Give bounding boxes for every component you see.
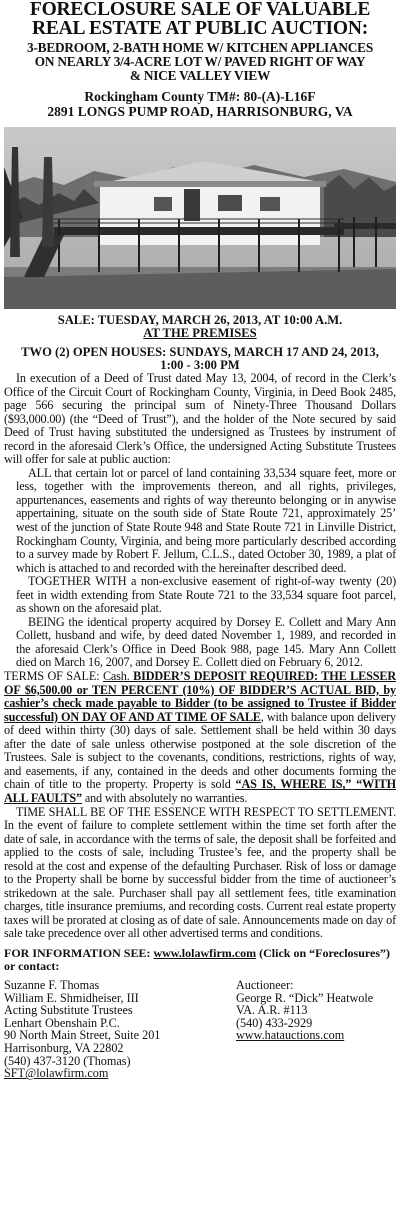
auctioneer-label: Auctioneer:: [236, 977, 294, 992]
sale-date: SALE: TUESDAY, MARCH 26, 2013, AT 10:00 A.M.: [57, 313, 343, 327]
website-link[interactable]: www.lolawfirm.com: [153, 945, 257, 960]
house-photo: [4, 127, 396, 309]
open-house-line-1: TWO (2) OPEN HOUSES: SUNDAYS, MARCH 17 AND 24, 2013,: [21, 345, 379, 359]
trustee-contact: [4, 979, 232, 1080]
auctioneer-license: VA. A.R. #113: [236, 1003, 308, 1018]
sale-location: AT THE PREMISES: [143, 326, 257, 340]
info-label: FOR INFORMATION SEE:: [4, 945, 154, 960]
paragraph-acquisition: BEING the identical property acquired by Dorsey E. Collett and Mary Ann Collett, husband and wife, by deed dated November 1, 1989, and recorded in the aforesaid Clerk’s Office in Deed Book 988, page 145. Mary Ann Collett died on March 16, 2007, and Dorsey E. Collett died on February 6, 2012.: [16, 614, 396, 670]
subheadline-line-3: & NICE VALLEY VIEW: [129, 68, 271, 83]
subheadline-line-2: ON NEARLY 3/4-ACRE LOT W/ PAVED RIGHT OF WAY: [34, 54, 366, 69]
trustee-name-1: Suzanne F. Thomas: [4, 977, 100, 992]
information-line: [4, 947, 396, 973]
paragraph-terms-of-sale: [4, 670, 396, 805]
subheadline-line-1: 3-BEDROOM, 2-BATH HOME W/ KITCHEN APPLIANCES: [26, 40, 374, 55]
terms-deposit: BIDDER’S DEPOSIT REQUIRED: THE LESSER OF $6,500.00 or TEN PERCENT (10%) OF BIDDER’S ACTUAL BID, by cashier’s check made payable to Bidder (to be assigned to Trustee if Bidder successful) ON DAY OF AND AT TIME OF SALE: [4, 669, 396, 724]
property-address: 2891 LONGS PUMP ROAD, HARRISONBURG, VA: [47, 104, 353, 119]
trustee-name-2: William E. Shmidheiser, III: [4, 990, 139, 1005]
paragraph-easement: TOGETHER WITH a non-exclusive easement of right-of-way twenty (20) feet in width extending from State Route 721 to the 33,534 square foot parcel, as shown on the aforesaid plat.: [16, 574, 396, 616]
trustee-phone: (540) 437-3120 (Thomas): [4, 1053, 131, 1068]
trustee-street: 90 North Main Street, Suite 201: [4, 1028, 161, 1043]
tax-map-number: Rockingham County TM#: 80-(A)-L16F: [84, 89, 316, 104]
paragraph-property-description: ALL that certain lot or parcel of land containing 33,534 square feet, more or less, together with the improvements thereon, and all rights, privileges, appurtenances, easements and rights of way thereunto belonging or in anywise appertaining, situate on the south side of State Route 721, approximately 25’ west of the junction of State Route 948 and State Route 721 in Linville District, Rockingham County, Virginia, and being more particularly described according to a survey made by Robert F. Jellum, C.L.S., dated October 30, 1989, a plat of which is attached to and recorded with the hereinafter described deed.: [16, 465, 396, 575]
notice-body: [4, 372, 396, 941]
trustee-role: Acting Substitute Trustees: [4, 1003, 133, 1018]
contacts: [4, 979, 396, 1080]
paragraph-time-of-essence: TIME SHALL BE OF THE ESSENCE WITH RESPECT TO SETTLEMENT. In the event of failure to complete settlement within the time set forth after the date of sale, in accordance with the terms of sale, the deposit shall be forfeited and applied to the costs of sale, including Trustee’s fee, and the property shall be resold at the cost and expense of the defaulting Purchaser. Risk of loss or damage to the Property shall be borne by successful bidder from the time of auctioneer’s strikedown at the sale. Purchaser shall pay all settlement fees, title examination charges, title insurance premiums, and recording costs. Current real estate property taxes will be prorated at closing as of date of sale. Announcements made on day of sale take precedence over all other advertised terms and conditions.: [4, 804, 396, 941]
terms-cash: Cash.: [102, 669, 130, 684]
terms-details: , with balance upon delivery of deed within thirty (30) days of sale. Settlement shall be held within 30 days after the date of sale unless otherwise postponed at the sole discretion of the Trustees. Sale is subject to the covenants, conditions, restrictions, rights of way, and easements, if any, contained in the deeds and other documents forming the chain of title to the property. Property is sold: [4, 709, 396, 792]
info-suffix: (Click on “Foreclosures”) or contact:: [4, 945, 390, 973]
auctioneer-website-link[interactable]: www.hatauctions.com: [236, 1028, 345, 1043]
trustee-city: Harrisonburg, VA 22802: [4, 1040, 124, 1055]
open-house-line-2: 1:00 - 3:00 PM: [160, 358, 240, 372]
headline-line-2: REAL ESTATE AT PUBLIC AUCTION:: [31, 18, 369, 39]
auctioneer-name: George R. “Dick” Heatwole: [236, 990, 374, 1005]
paragraph-deed-of-trust: In execution of a Deed of Trust dated May 13, 2004, of record in the Clerk’s Office of the Circuit Court of Rockingham County, Virginia, in Deed Book 2485, page 566 securing the principal sum of Ninety-Three Thousand Dollars ($93,000.00) (the “Deed of Trust”), and the holder of the Note secured by said Deed of Trust having substituted the undersigned as Trustees by instrument of record in the aforesaid Clerk’s Office, the undersigned Acting Substitute Trustees will offer for sale at public auction:: [4, 371, 396, 467]
trustee-firm: Lenhart Obenshain P.C.: [4, 1015, 120, 1030]
auctioneer-phone: (540) 433-2929: [236, 1015, 313, 1030]
foreclosure-notice: [4, 0, 396, 1080]
house-photo-illustration: [4, 127, 396, 309]
auctioneer-contact: [236, 979, 396, 1080]
headline-line-1: FORECLOSURE SALE OF VALUABLE: [29, 0, 371, 20]
trustee-email-link[interactable]: SFT@lolawfirm.com: [4, 1066, 109, 1081]
terms-label: TERMS OF SALE:: [4, 669, 103, 684]
terms-as-is: “AS IS, WHERE IS,” “WITH ALL FAULTS”: [4, 777, 396, 805]
terms-end: and with absolutely no warranties.: [81, 790, 248, 805]
